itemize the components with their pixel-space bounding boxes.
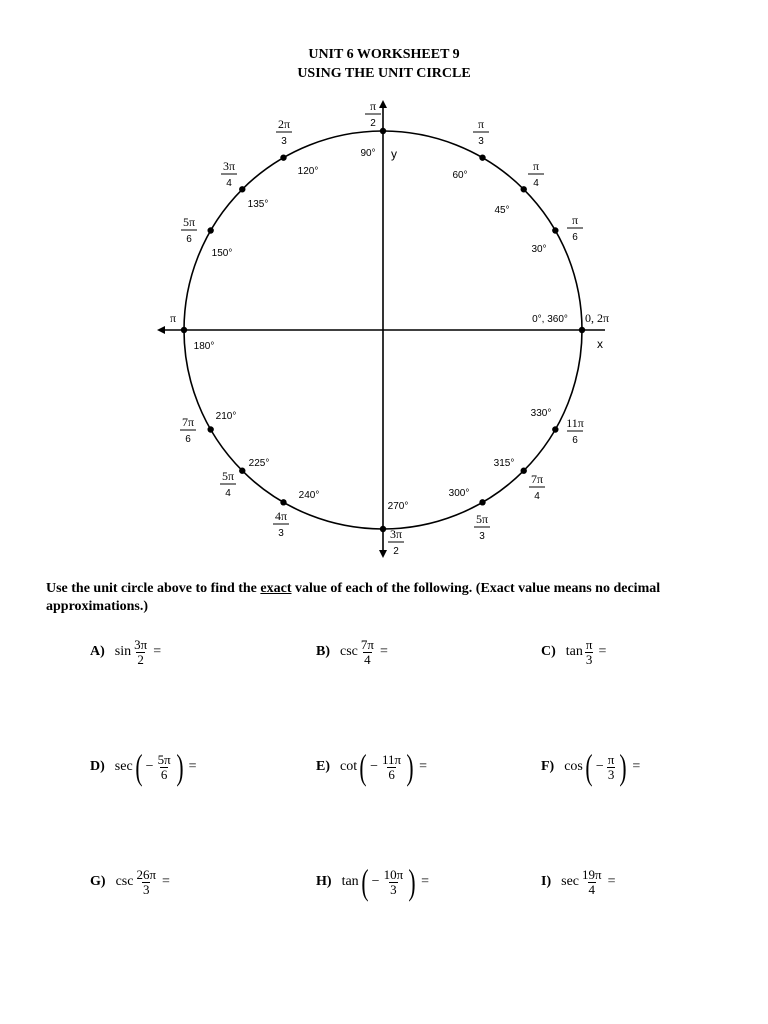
radian-numerator-300: 5π: [475, 512, 489, 526]
angle-point-0: [579, 327, 585, 333]
negative-sign: −: [371, 874, 380, 889]
trig-function: cot: [340, 759, 358, 774]
fraction-denominator: 6: [160, 766, 168, 782]
equals-sign: =: [162, 874, 170, 889]
fraction-numerator: 26π: [136, 866, 157, 882]
degree-label-210: 210°: [215, 411, 237, 422]
close-paren: ): [408, 862, 416, 902]
radian-numerator-315: 7π: [530, 472, 544, 486]
worksheet-subtitle: USING THE UNIT CIRCLE: [297, 66, 471, 81]
open-paren: (: [361, 862, 369, 902]
close-paren: ): [176, 747, 184, 787]
equals-sign: =: [598, 644, 607, 659]
radian-denominator-150: 6: [186, 234, 192, 245]
radian-numerator-270: 3π: [389, 527, 403, 541]
degree-label-300: 300°: [448, 488, 470, 499]
radian-denominator-120: 3: [281, 136, 287, 147]
radian-numerator-150: 5π: [182, 215, 196, 229]
instructions-text-after: value of each of the following. (Exact value means no decimal approximations.): [46, 581, 661, 614]
radian-denominator-60: 3: [478, 136, 484, 147]
problem-h: [316, 862, 429, 902]
fraction-numerator: 10π: [383, 866, 404, 882]
radian-denominator-270: 2: [393, 546, 399, 557]
angle-point-120: [280, 154, 286, 160]
radian-label-0: 0, 2π: [584, 311, 610, 325]
instructions: [46, 580, 736, 616]
angle-fraction: [585, 638, 594, 667]
angle-fraction: [581, 868, 603, 897]
radian-denominator-45: 4: [533, 178, 539, 189]
angle-fraction: [135, 868, 157, 897]
equals-sign: =: [419, 759, 428, 774]
radian-denominator-330: 6: [572, 435, 578, 446]
open-paren: (: [135, 747, 143, 787]
equals-sign: =: [188, 759, 197, 774]
worksheet-title: UNIT 6 WORKSHEET 9: [308, 47, 460, 62]
problem-label: I): [541, 874, 552, 889]
degree-label-45: 45°: [494, 205, 510, 216]
fraction-denominator: 3: [390, 881, 397, 897]
fraction-numerator: 19π: [582, 866, 602, 882]
radian-denominator-135: 4: [226, 178, 232, 189]
y-axis-down-arrow: [379, 550, 387, 558]
degree-label-90: 90°: [360, 148, 376, 159]
fraction-numerator: 7π: [360, 636, 374, 652]
angle-point-210: [207, 426, 213, 432]
radian-numerator-240: 4π: [274, 509, 288, 523]
problem-g: [90, 862, 170, 902]
problem-e: [316, 747, 427, 787]
fraction-numerator: π: [585, 636, 593, 652]
fraction-numerator: 3π: [134, 636, 148, 652]
angle-point-300: [479, 499, 485, 505]
problem-label: A): [90, 644, 105, 659]
radian-numerator-135: 3π: [222, 159, 236, 173]
close-paren: ): [619, 747, 627, 787]
trig-function: tan: [565, 644, 583, 659]
y-axis-up-arrow: [379, 100, 387, 108]
radian-denominator-240: 3: [278, 528, 284, 539]
degree-label-30: 30°: [531, 244, 547, 255]
degree-label-150: 150°: [211, 248, 233, 259]
open-paren: (: [585, 747, 593, 787]
angle-point-135: [239, 186, 245, 192]
radian-denominator-210: 6: [185, 434, 191, 445]
radian-numerator-120: 2π: [277, 117, 291, 131]
problem-label: H): [316, 874, 332, 889]
instructions-text-before: Use the unit circle above to find the: [46, 581, 261, 596]
degree-label-315: 315°: [493, 458, 515, 469]
fraction-denominator: 3: [585, 651, 593, 667]
trig-function: cos: [564, 759, 583, 774]
problem-d: [90, 747, 197, 787]
degree-label-180: 180°: [193, 341, 215, 352]
radian-denominator-30: 6: [572, 232, 578, 243]
fraction-denominator: 4: [588, 881, 596, 897]
instructions-exact-underlined: exact: [260, 581, 292, 596]
problem-label: D): [90, 759, 105, 774]
problem-label: B): [316, 644, 330, 659]
angle-point-225: [239, 468, 245, 474]
problem-f: [541, 747, 640, 787]
fraction-denominator: 2: [137, 651, 144, 667]
degree-label-135: 135°: [247, 199, 269, 210]
angle-point-150: [207, 227, 213, 233]
problem-label: E): [316, 759, 330, 774]
equals-sign: =: [379, 644, 388, 659]
problem-b: [316, 632, 388, 672]
angle-point-90: [380, 128, 386, 134]
radian-denominator-315: 4: [534, 491, 540, 502]
y-axis-label: y: [391, 147, 397, 161]
radian-label-180: π: [169, 311, 177, 325]
trig-function: sec: [114, 759, 133, 774]
angle-point-180: [181, 327, 187, 333]
negative-sign: −: [145, 759, 154, 774]
problem-label: G): [90, 874, 106, 889]
radian-numerator-330: 11π: [566, 416, 584, 430]
radian-denominator-300: 3: [479, 531, 485, 542]
problem-a: [90, 632, 161, 672]
angle-point-240: [280, 499, 286, 505]
angle-fraction: [360, 638, 375, 667]
degree-label-0: 0°, 360°: [532, 314, 568, 325]
angle-point-45: [521, 186, 527, 192]
problem-i: [541, 862, 616, 902]
trig-function: csc: [115, 874, 134, 889]
angle-fraction: [133, 638, 148, 667]
degree-label-240: 240°: [298, 490, 320, 501]
x-axis-label: x: [597, 337, 603, 351]
problem-label: C): [541, 644, 556, 659]
fraction-numerator: 5π: [157, 751, 171, 767]
radian-numerator-90: π: [369, 99, 377, 113]
open-paren: (: [359, 747, 367, 787]
equals-sign: =: [153, 644, 162, 659]
equals-sign: =: [632, 759, 641, 774]
close-paren: ): [406, 747, 414, 787]
fraction-numerator: π: [607, 751, 615, 767]
trig-function: sin: [114, 644, 132, 659]
angle-fraction: [157, 753, 172, 782]
trig-function: csc: [340, 644, 358, 659]
equals-sign: =: [421, 874, 430, 889]
radian-denominator-225: 4: [225, 488, 231, 499]
trig-function: tan: [341, 874, 359, 889]
problem-label: F): [541, 759, 555, 774]
radian-numerator-30: π: [571, 213, 579, 227]
angle-point-330: [552, 426, 558, 432]
angle-point-30: [552, 227, 558, 233]
degree-label-225: 225°: [248, 458, 270, 469]
degree-label-120: 120°: [297, 166, 319, 177]
equals-sign: =: [607, 874, 616, 889]
angle-fraction: [383, 868, 405, 897]
radian-numerator-210: 7π: [181, 415, 195, 429]
fraction-denominator: 4: [364, 651, 371, 667]
fraction-denominator: 6: [388, 766, 395, 782]
degree-label-270: 270°: [387, 501, 409, 512]
negative-sign: −: [370, 759, 379, 774]
negative-sign: −: [595, 759, 604, 774]
radian-numerator-60: π: [477, 117, 485, 131]
angle-point-60: [479, 154, 485, 160]
fraction-denominator: 3: [607, 766, 615, 782]
radian-denominator-90: 2: [370, 118, 376, 129]
fraction-numerator: 11π: [382, 751, 402, 767]
x-axis-left-arrow: [157, 326, 165, 334]
angle-point-270: [380, 526, 386, 532]
degree-label-330: 330°: [530, 408, 552, 419]
angle-fraction: [607, 753, 616, 782]
fraction-denominator: 3: [142, 881, 150, 897]
radian-numerator-225: 5π: [221, 469, 235, 483]
radian-numerator-45: π: [532, 159, 540, 173]
trig-function: sec: [561, 874, 580, 889]
angle-point-315: [521, 468, 527, 474]
degree-label-60: 60°: [452, 170, 468, 181]
problem-c: [541, 632, 606, 672]
angle-fraction: [381, 753, 402, 782]
